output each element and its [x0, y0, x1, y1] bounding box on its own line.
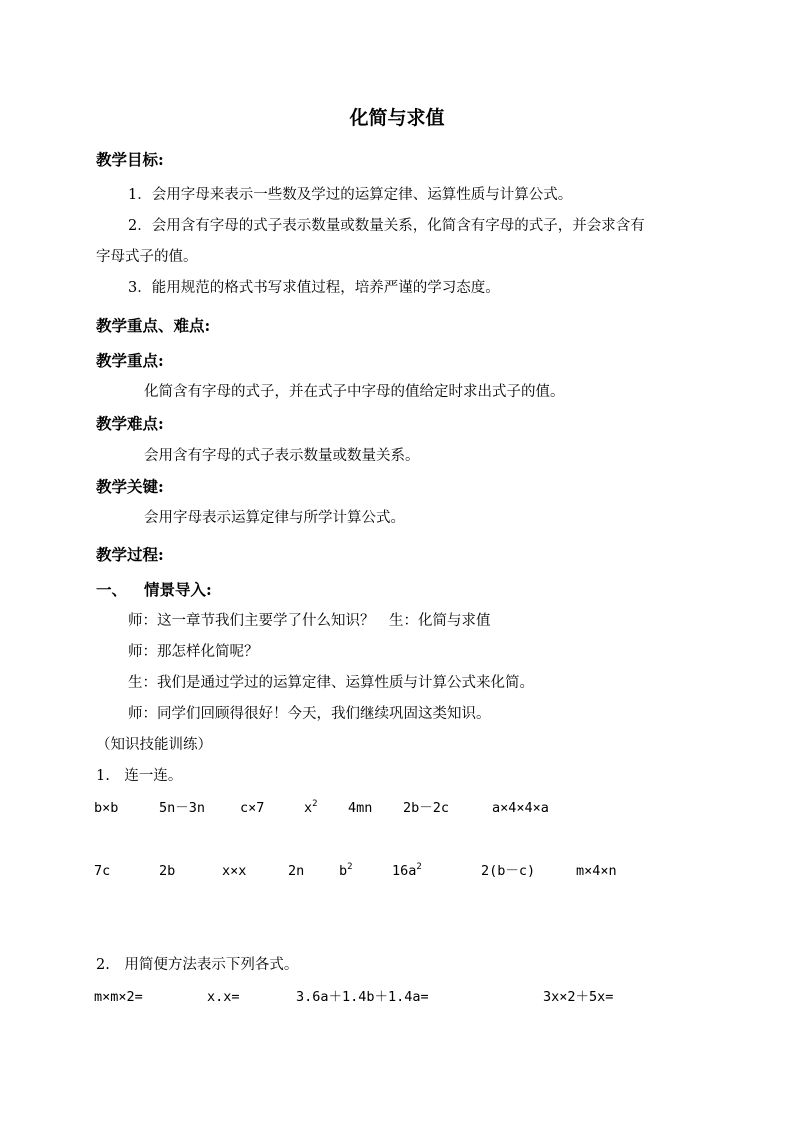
- ex1-bottom-item-16a-squared: $16a^2$: [392, 862, 422, 879]
- ex2-item: m×m×2=: [94, 989, 143, 1005]
- objective-2-continued: 字母式子的值。: [96, 249, 198, 265]
- ex1-top-item: b×b: [94, 800, 119, 816]
- ex1-top-item: 2b－2c: [403, 800, 450, 816]
- training-label: （知识技能训练）: [96, 737, 212, 753]
- ex1-bottom-item-b-squared: $b^2$: [339, 862, 353, 879]
- page-title: 化简与求值: [349, 107, 445, 129]
- crux-label: 教学关键:: [96, 477, 164, 496]
- ex1-top-item-x-squared: $x^2$: [304, 799, 318, 816]
- ex2-item: 3.6a＋1.4b＋1.4a=: [296, 989, 429, 1005]
- key-point-text: 化简含有字母的式子，并在式子中字母的值给定时求出式子的值。: [144, 384, 565, 400]
- ex2-item: x.x=: [207, 989, 240, 1005]
- dialog-line-1: 师：这一章节我们主要学了什么知识？ 生：化简与求值: [128, 613, 491, 629]
- dialog-line-2: 师：那怎样化简呢？: [128, 644, 259, 660]
- objective-1: 1．会用字母来表示一些数及学过的运算定律、运算性质与计算公式。: [128, 187, 573, 203]
- focus-heading: 教学重点、难点:: [96, 316, 211, 335]
- ex1-bottom-item: x×x: [222, 863, 247, 879]
- objectives-heading: 教学目标:: [96, 150, 164, 169]
- section-1-title: 情景导入:: [144, 580, 212, 599]
- crux-text: 会用字母表示运算定律与所学计算公式。: [144, 510, 405, 526]
- ex1-top-item: c×7: [240, 800, 265, 816]
- process-heading: 教学过程:: [96, 545, 164, 564]
- ex1-top-item: 5n－3n: [159, 800, 206, 816]
- key-point-label: 教学重点:: [96, 351, 164, 370]
- objective-3: 3．能用规范的格式书写求值过程，培养严谨的学习态度。: [128, 280, 500, 296]
- ex1-bottom-item: 2n: [288, 863, 305, 879]
- section-1-number: 一、: [96, 580, 128, 599]
- ex1-top-item: a×4×4×a: [492, 800, 549, 816]
- dialog-line-3: 生：我们是通过学过的运算定律、运算性质与计算公式来化简。: [128, 675, 534, 691]
- ex1-bottom-item: 7c: [94, 863, 111, 879]
- ex1-bottom-item: 2b: [159, 863, 176, 879]
- ex1-top-item: 4mn: [348, 800, 373, 816]
- difficulty-label: 教学难点:: [96, 414, 164, 433]
- exercise-2-title: 2. 用简便方法表示下列各式。: [96, 957, 299, 973]
- difficulty-text: 会用含有字母的式子表示数量或数量关系。: [144, 448, 420, 464]
- dialog-line-4: 师：同学们回顾得很好！今天，我们继续巩固这类知识。: [128, 706, 491, 722]
- ex1-bottom-item: 2(b－c): [481, 863, 536, 879]
- ex2-item: 3x×2＋5x=: [543, 989, 614, 1005]
- ex1-bottom-item: m×4×n: [576, 863, 617, 879]
- objective-2: 2．会用含有字母的式子表示数量或数量关系，化简含有字母的式子，并会求含有: [128, 218, 645, 234]
- exercise-1-title: 1. 连一连。: [96, 768, 183, 784]
